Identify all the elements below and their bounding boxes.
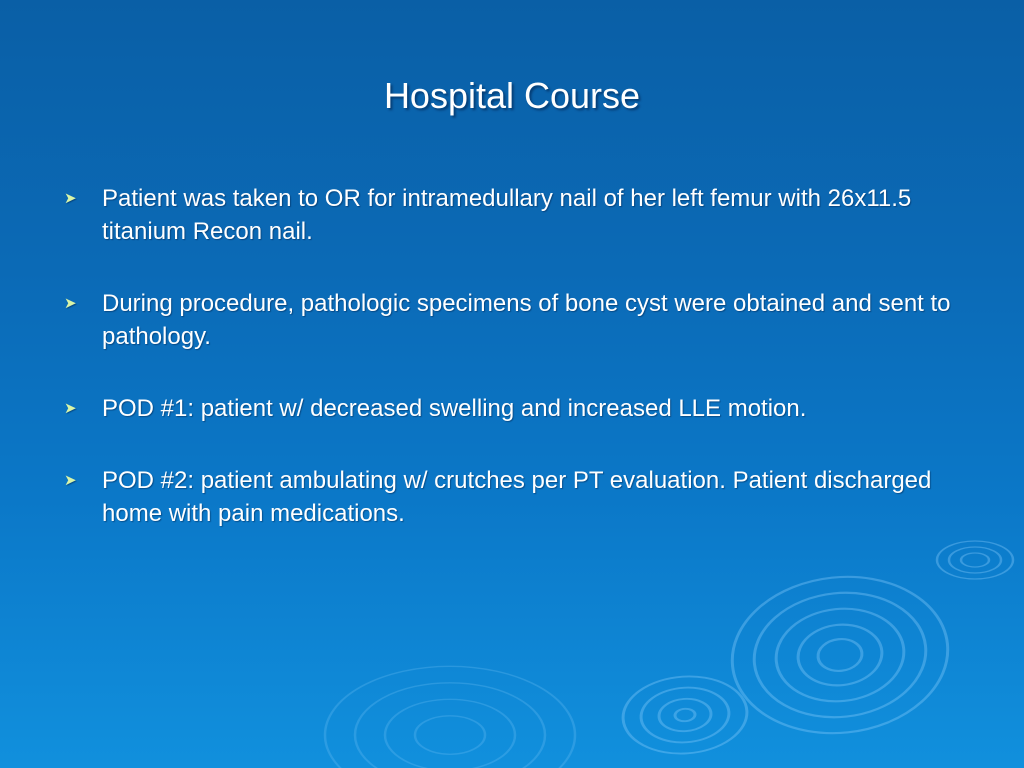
bullet-item <box>62 464 972 530</box>
bullet-text: POD #1: patient w/ decreased swelling and increased LLE motion. <box>102 395 807 422</box>
arrowhead-bullet-icon: ➤ <box>64 472 77 489</box>
slide-title: Hospital Course <box>383 75 641 116</box>
bullet-text: Patient was taken to OR for intramedullary nail of her left femur with 26x11.5 titanium Recon nail. <box>102 185 912 245</box>
bullet-text: POD #2: patient ambulating w/ crutches per PT evaluation. Patient discharged home with pain medications. <box>102 467 932 527</box>
arrowhead-bullet-icon: ➤ <box>64 190 77 207</box>
bullet-item <box>62 182 972 248</box>
bullet-item <box>62 392 972 425</box>
bullet-list <box>62 182 972 530</box>
bullet-item <box>62 287 972 353</box>
arrowhead-bullet-icon: ➤ <box>64 295 77 312</box>
arrowhead-bullet-icon: ➤ <box>64 400 77 417</box>
bullet-text: During procedure, pathologic specimens of bone cyst were obtained and sent to pathology. <box>102 290 951 350</box>
